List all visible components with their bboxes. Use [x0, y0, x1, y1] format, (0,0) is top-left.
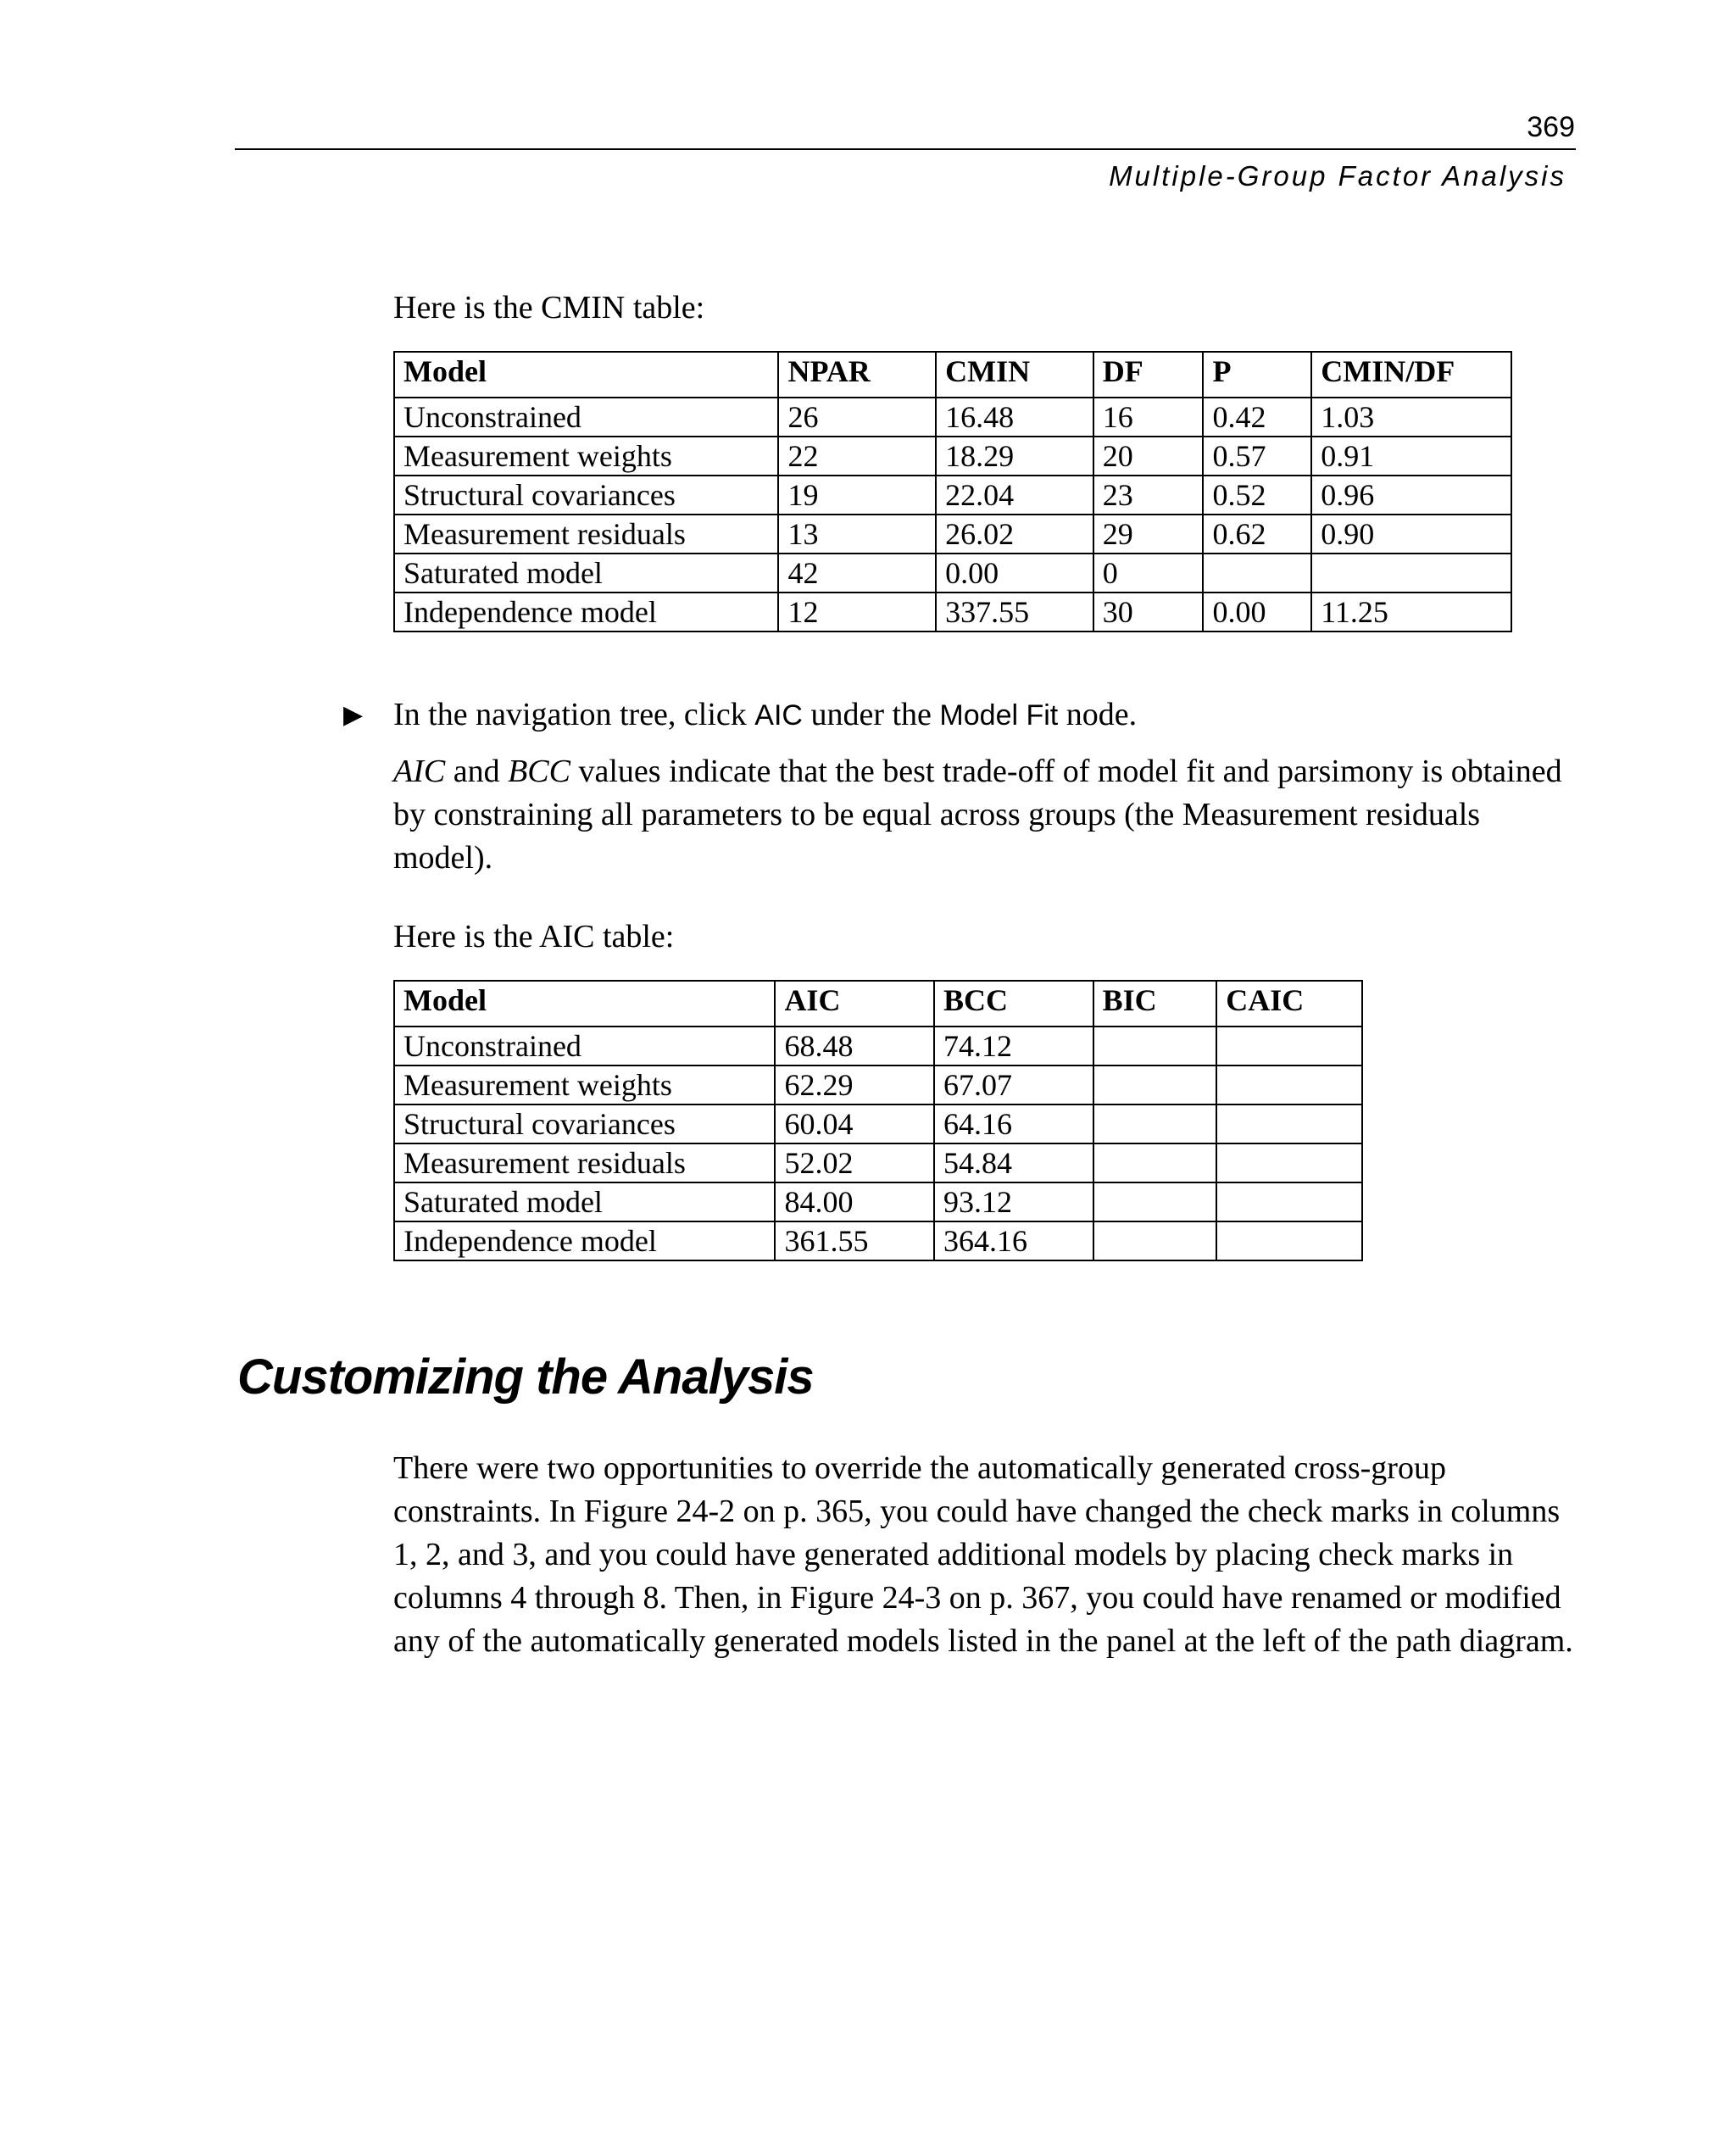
table-cell: 62.29: [775, 1066, 934, 1104]
table-cell: [1216, 1027, 1362, 1066]
aic-col-model: Model: [394, 981, 775, 1027]
aic-header-row: [394, 981, 1362, 1027]
cmin-col-cmin: CMIN: [936, 352, 1093, 398]
cmin-col-model: Model: [394, 352, 778, 398]
table-cell: 16.48: [936, 398, 1093, 437]
instruction-text: node.: [1058, 697, 1138, 732]
table-cell: 0.00: [1203, 593, 1311, 632]
table-row: [394, 1027, 1362, 1066]
table-row: [394, 1221, 1362, 1260]
cmin-table: [393, 351, 1512, 632]
table-cell: [1216, 1104, 1362, 1143]
table-cell: Saturated model: [394, 1182, 775, 1221]
table-cell: Unconstrained: [394, 1027, 775, 1066]
table-cell: 0: [1093, 554, 1204, 593]
table-cell: Independence model: [394, 1221, 775, 1260]
table-cell: [1216, 1221, 1362, 1260]
table-row: [394, 398, 1511, 437]
bullet-arrow-icon: ▶: [343, 701, 364, 729]
table-cell: 0.42: [1203, 398, 1311, 437]
table-row: [394, 1104, 1362, 1143]
table-cell: 20: [1093, 437, 1204, 476]
table-cell: 42: [778, 554, 936, 593]
table-cell: [1093, 1221, 1217, 1260]
cmin-header-row: [394, 352, 1511, 398]
table-row: [394, 1143, 1362, 1182]
aic-explanation-text: values indicate that the best trade-off of model fit and parsimony is obtained by constraining all parameters to be equal across groups (the Measurement residuals model).: [393, 754, 1562, 876]
table-cell: 30: [1093, 593, 1204, 632]
table-cell: 84.00: [775, 1182, 934, 1221]
table-cell: 93.12: [934, 1182, 1093, 1221]
cmin-col-npar: NPAR: [778, 352, 936, 398]
page-number: 369: [1527, 111, 1575, 143]
aic-table: [393, 980, 1363, 1261]
table-cell: 16: [1093, 398, 1204, 437]
table-cell: 13: [778, 515, 936, 554]
table-cell: [1216, 1066, 1362, 1104]
header-rule: [235, 148, 1576, 150]
cmin-col-p: P: [1203, 352, 1311, 398]
table-cell: 52.02: [775, 1143, 934, 1182]
table-cell: Unconstrained: [394, 398, 778, 437]
aic-col-aic: AIC: [775, 981, 934, 1027]
table-cell: [1216, 1182, 1362, 1221]
cmin-intro: Here is the CMIN table:: [393, 290, 705, 325]
aic-col-caic: CAIC: [1216, 981, 1362, 1027]
table-row: [394, 554, 1511, 593]
table-cell: Measurement weights: [394, 1066, 775, 1104]
table-cell: 0.96: [1311, 476, 1511, 515]
table-cell: 74.12: [934, 1027, 1093, 1066]
aic-col-bcc: BCC: [934, 981, 1093, 1027]
table-row: [394, 437, 1511, 476]
table-cell: 67.07: [934, 1066, 1093, 1104]
aic-col-bic: BIC: [1093, 981, 1217, 1027]
table-cell: 23: [1093, 476, 1204, 515]
table-cell: 0.62: [1203, 515, 1311, 554]
table-cell: Saturated model: [394, 554, 778, 593]
table-cell: Measurement residuals: [394, 515, 778, 554]
section-heading: Customizing the Analysis: [237, 1349, 814, 1405]
aic-intro: Here is the AIC table:: [393, 919, 675, 954]
table-cell: [1216, 1143, 1362, 1182]
instruction-text: under the: [802, 697, 940, 732]
table-row: [394, 515, 1511, 554]
aic-term: AIC: [393, 754, 446, 789]
table-cell: 18.29: [936, 437, 1093, 476]
table-cell: 54.84: [934, 1143, 1093, 1182]
table-cell: 0.00: [936, 554, 1093, 593]
table-cell: 22.04: [936, 476, 1093, 515]
table-cell: [1093, 1143, 1217, 1182]
table-row: [394, 476, 1511, 515]
table-cell: 64.16: [934, 1104, 1093, 1143]
model-fit-ui-term: Model Fit: [939, 699, 1059, 732]
table-cell: Independence model: [394, 593, 778, 632]
table-cell: 26: [778, 398, 936, 437]
table-cell: [1093, 1104, 1217, 1143]
table-cell: [1203, 554, 1311, 593]
instruction-text: In the navigation tree, click: [393, 697, 755, 732]
instruction-step: [393, 693, 1580, 737]
table-row: [394, 593, 1511, 632]
table-cell: 68.48: [775, 1027, 934, 1066]
table-cell: 0.57: [1203, 437, 1311, 476]
table-cell: 26.02: [936, 515, 1093, 554]
aic-explanation: [393, 750, 1580, 880]
table-cell: 1.03: [1311, 398, 1511, 437]
table-cell: 29: [1093, 515, 1204, 554]
table-cell: [1093, 1066, 1217, 1104]
table-cell: 0.52: [1203, 476, 1311, 515]
conjunction-text: and: [445, 754, 509, 789]
customizing-paragraph: There were two opportunities to override the automatically generated cross-group constraints. In Figure 24-2 on p. 365, you could have changed the check marks in columns 1, 2, and 3, and you could have generated additional models by placing check marks in columns 4 through 8. Then, in Figure 24-3 on p. 367, you could have renamed or modified any of the automatically generated models listed in the panel at the left of the path diagram.: [393, 1450, 1573, 1659]
table-cell: 22: [778, 437, 936, 476]
aic-ui-term: AIC: [754, 699, 803, 732]
table-cell: 0.91: [1311, 437, 1511, 476]
table-cell: [1311, 554, 1511, 593]
table-cell: 337.55: [936, 593, 1093, 632]
table-cell: Structural covariances: [394, 476, 778, 515]
table-cell: [1093, 1027, 1217, 1066]
table-cell: Structural covariances: [394, 1104, 775, 1143]
table-cell: 12: [778, 593, 936, 632]
table-cell: Measurement residuals: [394, 1143, 775, 1182]
bcc-term: BCC: [508, 754, 570, 789]
table-row: [394, 1066, 1362, 1104]
table-cell: 361.55: [775, 1221, 934, 1260]
table-cell: Measurement weights: [394, 437, 778, 476]
table-cell: 364.16: [934, 1221, 1093, 1260]
table-row: [394, 1182, 1362, 1221]
cmin-col-cmin-df: CMIN/DF: [1311, 352, 1511, 398]
table-cell: 11.25: [1311, 593, 1511, 632]
cmin-col-df: DF: [1093, 352, 1204, 398]
running-head: Multiple-Group Factor Analysis: [1109, 160, 1566, 192]
table-cell: 0.90: [1311, 515, 1511, 554]
table-cell: 19: [778, 476, 936, 515]
table-cell: [1093, 1182, 1217, 1221]
table-cell: 60.04: [775, 1104, 934, 1143]
